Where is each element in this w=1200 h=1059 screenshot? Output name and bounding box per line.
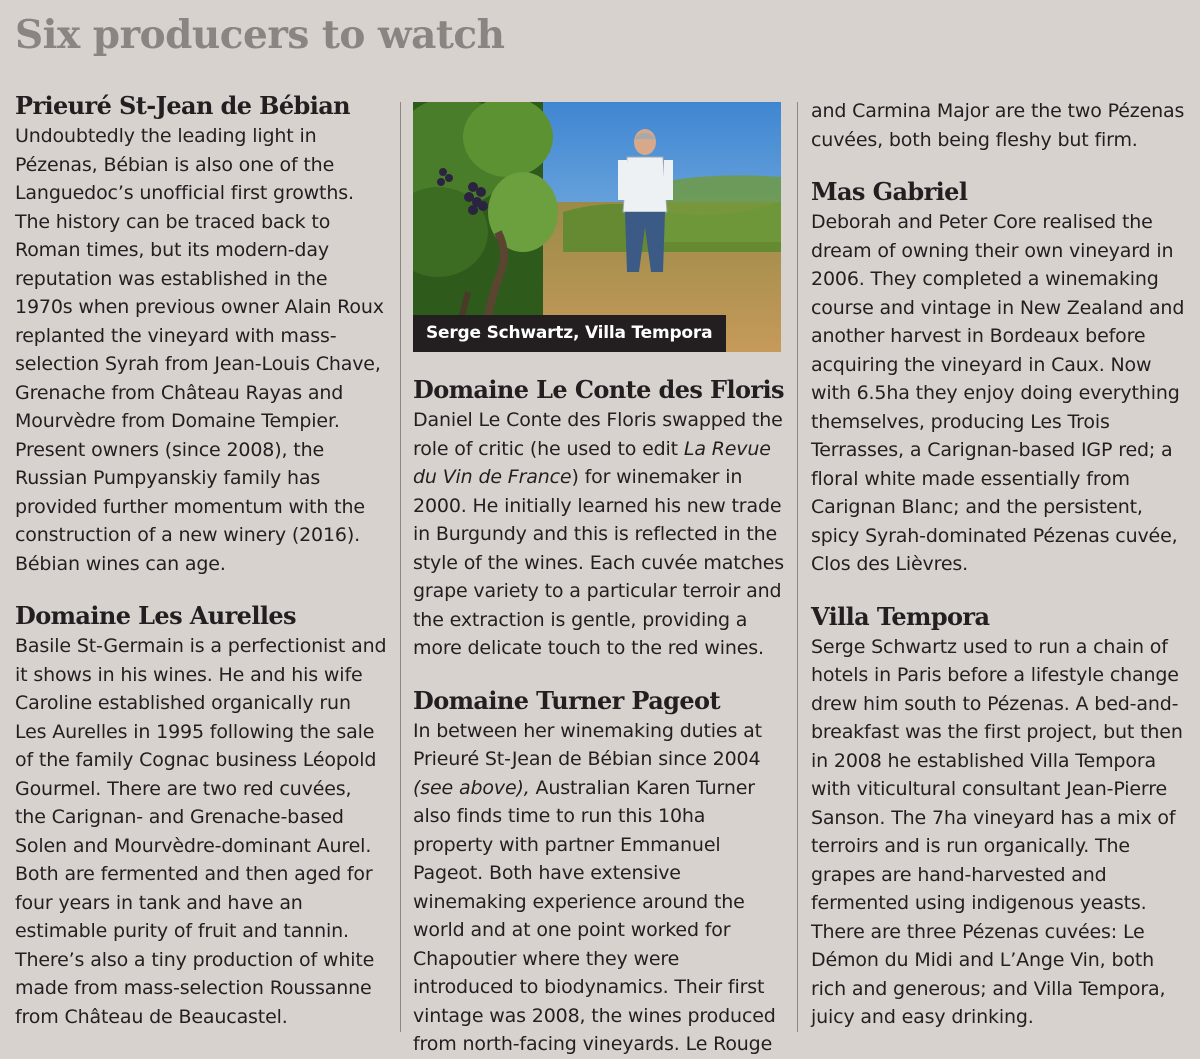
producer-entry-mas-gabriel bbox=[811, 176, 1186, 579]
producer-entry-aurelles bbox=[15, 600, 387, 1031]
producer-heading: Domaine Turner Pageot bbox=[413, 685, 720, 715]
producer-description: Deborah and Peter Core realised the dream of owning their own vineyard in 2006. They completed a winemaking course and vintage in New Zealand and another harvest in Bordeaux before acquiring the vineyard in Caux. Now with 6.5ha they enjoy doing everything themselves, producing Les Trois Terrasses, a Carignan-based IGP red; a floral white made essentially from Carignan Blanc; and the persistent, spicy Syrah-dominated Pézenas cuvée, Clos des Lièvres. bbox=[811, 211, 1185, 575]
producer-description: Serge Schwartz used to run a chain of hotels in Paris before a lifestyle change drew him south to Pézenas. A bed-and-breakfast was the first project, but then in 2008 he established Villa Tempora with viticultural consultant Jean-Pierre Sanson. The 7ha vineyard has a mix of terroirs and is run organically. The grapes are hand-harvested and fermented using indigenous yeasts. There are three Pézenas cuvées: Le Démon du Midi and L’Ange Vin, both rich and generous; and Villa Tempora, juicy and easy drinking. bbox=[811, 635, 1183, 1028]
producer-entry-le-conte-des-floris bbox=[413, 374, 785, 663]
producer-description-continued: and Carmina Major are the two Pézenas cuvées, both being fleshy but firm. bbox=[811, 100, 1185, 151]
producer-heading: Villa Tempora bbox=[811, 601, 990, 631]
description-text: Australian Karen Turner also finds time to run this 10ha property with partner Emmanuel Pageot. Both have extensive winemaking experience around the world and at one point worked for Chapoutier where they were introduced to biodynamics. Their first vintage was 2008, the wines produced from north-facing vineyards. Le Rouge bbox=[413, 776, 776, 1055]
column-divider bbox=[400, 102, 401, 1032]
description-text: Daniel Le Conte des Floris swapped the role of critic (he used to edit bbox=[413, 409, 783, 460]
cross-reference: (see above), bbox=[413, 776, 530, 799]
column-right bbox=[811, 97, 1186, 1032]
photo-caption: Serge Schwartz, Villa Tempora bbox=[413, 315, 726, 352]
producer-heading: Mas Gabriel bbox=[811, 177, 968, 206]
producer-entry-turner-pageot bbox=[413, 685, 785, 1059]
producer-entry-bebian bbox=[15, 90, 387, 578]
producer-entry-villa-tempora bbox=[811, 601, 1186, 1032]
producer-heading: Domaine Les Aurelles bbox=[15, 601, 296, 630]
publication-title: La Revue du Vin de France bbox=[413, 437, 771, 488]
column-divider bbox=[797, 102, 798, 1032]
description-text: ) for winemaker in 2000. He initially learned his new trade in Burgundy and this is reflected in the style of the wines. Each cuvée matches grape variety to a particular terroir and the extraction is gentle, providing a more delicate touch to the red wines. bbox=[413, 466, 785, 659]
vineyard-photo bbox=[413, 102, 781, 352]
producer-heading: Prieuré St-Jean de Bébian bbox=[15, 91, 351, 120]
producer-description: Basile St-Germain is a perfectionist and it shows in his wines. He and his wife Caroline established organically run Les Aurelles in 1995 following the sale of the family Cognac business Léopold Gourmel. There are two red cuvées, the Carignan- and Grenache-based Solen and Mourvèdre-dominant Aurel. Both are fermented and then aged for four years in tank and have an estimable purity of fruit and tannin. There’s also a tiny production of white made from mass-selection Roussanne from Château de Beaucastel. bbox=[15, 635, 387, 1028]
description-text: In between her winemaking duties at Prieuré St-Jean de Bébian since 2004 bbox=[413, 719, 762, 770]
page-title: Six producers to watch bbox=[15, 12, 505, 58]
column-middle bbox=[413, 102, 785, 1059]
producer-description bbox=[413, 406, 785, 663]
producer-description: Undoubtedly the leading light in Pézenas, Bébian is also one of the Languedoc’s unofficial first growths. The history can be traced back to Roman times, but its modern-day reputation was established in the 1970s when previous owner Alain Roux replanted the vineyard with mass-selection Syrah from Jean-Louis Chave, Grenache from Château Rayas and Mourvèdre from Domaine Tempier. Present owners (since 2008), the Russian Pumpyanskiy family has provided further momentum with the construction of a new winery (2016). Bébian wines can age. bbox=[15, 125, 384, 575]
column-left bbox=[15, 90, 387, 1031]
producer-description bbox=[413, 717, 785, 1059]
producer-heading: Domaine Le Conte des Floris bbox=[413, 375, 784, 404]
